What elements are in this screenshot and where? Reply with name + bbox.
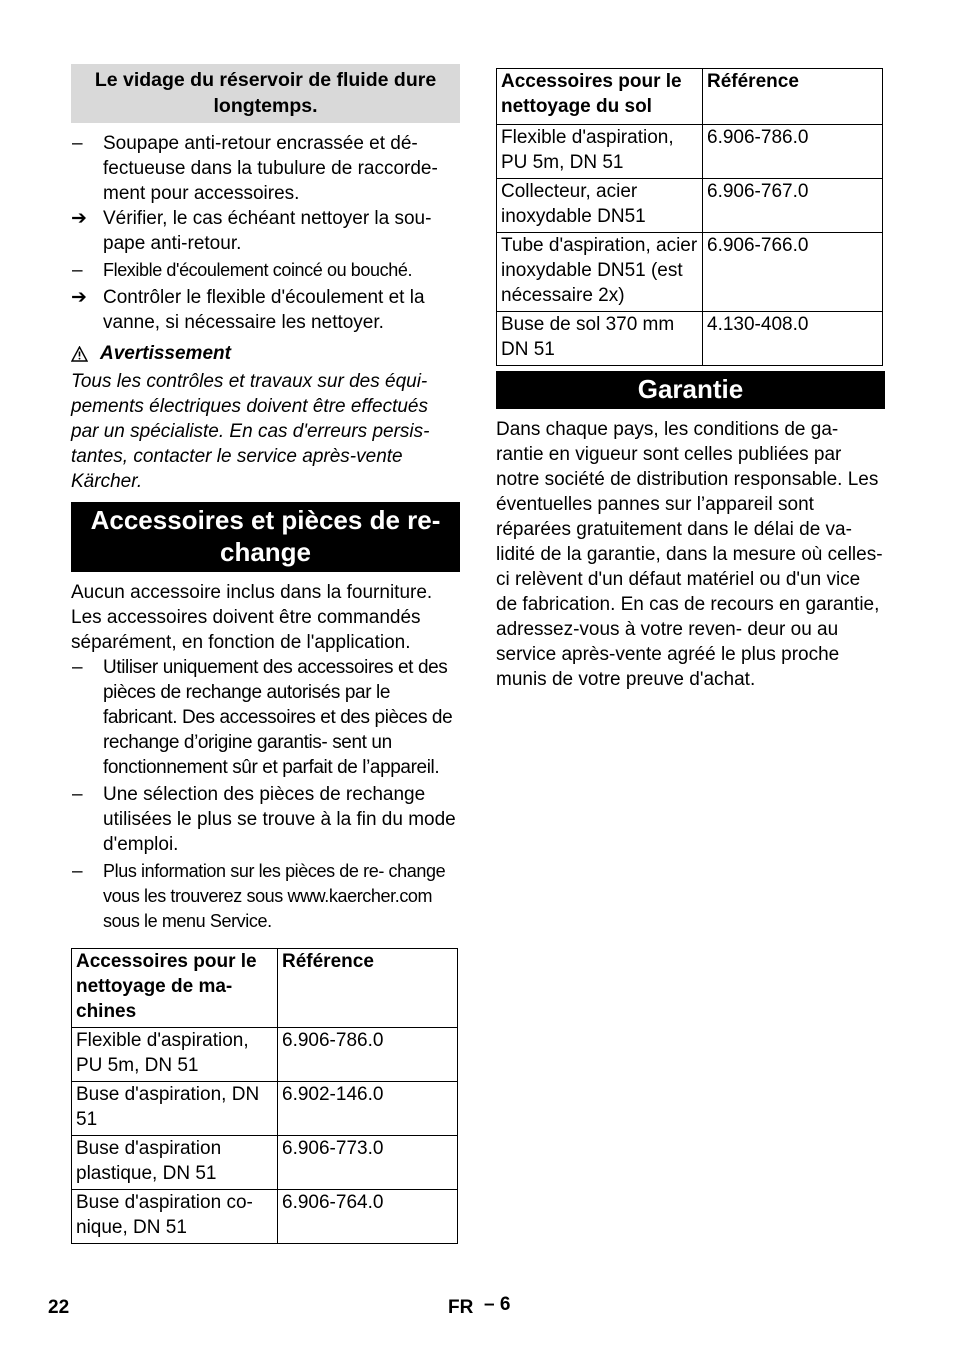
accessories-intro: Aucun accessoire inclus dans la fourniture. Les accessoires doivent être commandés séparément, en fonction de l'application. (71, 582, 433, 653)
warning-icon (71, 346, 88, 362)
table-row (497, 233, 883, 312)
table-cell: Flexible d'aspiration, PU 5m, DN 51 (72, 1028, 278, 1082)
table-cell: 6.906-786.0 (703, 125, 883, 179)
table-header-row (497, 69, 883, 125)
table-cell: Buse d'aspiration co- nique, DN 51 (72, 1190, 278, 1244)
table-cell: 4.130-408.0 (703, 312, 883, 366)
warning-text: Tous les contrôles et travaux sur des équi- pements électriques doivent être effectués par un spécialiste. En cas d'erreurs persis- tantes, contacter le service après-vente Kärcher. (71, 371, 430, 492)
list-item-text: Une sélection des pièces de rechange utilisées le plus se trouve à la fin du mode d'emploi. (103, 784, 456, 855)
table-cell: 6.906-766.0 (703, 233, 883, 312)
table-row (72, 1136, 458, 1190)
list-item-text: Utiliser uniquement des accessoires et des pièces de rechange autorisés par le fabricant. Des accessoires et des pièces de rechange d’origine garantis- sent un fonctionnement sûr et parfait de l’appareil. (103, 657, 453, 778)
table-cell: 6.906-773.0 (278, 1136, 458, 1190)
section-page-number: – 6 (484, 1294, 511, 1315)
list-item (71, 206, 460, 256)
table-cell: Tube d'aspiration, acier inoxydable DN51 (est nécessaire 2x) (497, 233, 703, 312)
table-cell: Buse de sol 370 mm DN 51 (497, 312, 703, 366)
list-item-text: Plus information sur les pièces de re- change vous les trouverez sous www.kaercher.com sous le menu Service. (103, 861, 446, 931)
guarantee-section-title: Garantie (496, 371, 885, 409)
page-number: 22 (48, 1297, 70, 1318)
table-cell: Buse d'aspiration, DN 51 (72, 1082, 278, 1136)
right-column (496, 68, 885, 692)
arrow-icon: ➔ (71, 208, 87, 229)
dash-marker: – (72, 784, 83, 805)
table-header-cell: Accessoires pour le nettoyage du sol (497, 69, 703, 125)
language-code: FR (448, 1297, 474, 1318)
dash-marker: – (72, 133, 83, 154)
list-item (71, 258, 460, 283)
table-header-cell: Accessoires pour le nettoyage de ma- chines (72, 949, 278, 1028)
table-cell: Collecteur, acier inoxydable DN51 (497, 179, 703, 233)
table-row (72, 1082, 458, 1136)
guarantee-text: Dans chaque pays, les conditions de ga- rantie en vigueur sont celles publiées par notre société de distribution responsable. Les éventuelles pannes sur l’appareil sont réparées gratuitement dans le délai de va- lidité de la garantie, dans la mesure où celles-ci relèvent d'un défaut matériel ou d'un vice de fabrication. En cas de recours en garantie, adressez-vous à votre reven- deur ou au service après-vente agréé le plus proche munis de votre preuve d'achat. (496, 419, 883, 690)
warning-heading (71, 341, 460, 366)
table-row (72, 1190, 458, 1244)
table-cell: 6.906-786.0 (278, 1028, 458, 1082)
table-header-row (72, 949, 458, 1028)
table-cell: 6.906-764.0 (278, 1190, 458, 1244)
dash-marker: – (72, 861, 83, 882)
table-cell: 6.906-767.0 (703, 179, 883, 233)
table-header-cell: Référence (278, 949, 458, 1028)
dash-marker: – (72, 657, 83, 678)
table-row (497, 179, 883, 233)
table-cell: 6.902-146.0 (278, 1082, 458, 1136)
list-item (71, 859, 460, 934)
troubleshooting-list (71, 131, 460, 335)
table-cell: Flexible d'aspiration, PU 5m, DN 51 (497, 125, 703, 179)
list-item-text: Vérifier, le cas échéant nettoyer la sou- pape anti-retour. (103, 208, 432, 254)
list-item (71, 655, 460, 780)
list-item-text: Soupape anti-retour encrassée et dé- fectueuse dans la tubulure de raccorde- ment pour accessoires. (103, 133, 438, 204)
table-cell: Buse d'aspiration plastique, DN 51 (72, 1136, 278, 1190)
accessories-section-title: Accessoires et pièces de re- change (71, 502, 460, 572)
list-item-text: Contrôler le flexible d'écoulement et la vanne, si nécessaire les nettoyer. (103, 287, 425, 333)
dash-marker: – (72, 260, 83, 281)
list-item (71, 782, 460, 857)
list-item (71, 131, 460, 206)
warning-title: Avertissement (100, 343, 231, 364)
machine-accessories-table (71, 948, 458, 1244)
table-row (497, 125, 883, 179)
list-item (71, 285, 460, 335)
list-item-text: Flexible d'écoulement coincé ou bouché. (103, 260, 413, 280)
arrow-icon: ➔ (71, 287, 87, 308)
left-column (71, 64, 460, 1244)
troubleshooting-heading: Le vidage du réservoir de fluide dure longtemps. (71, 64, 460, 123)
floor-accessories-table (496, 68, 883, 366)
table-header-cell: Référence (703, 69, 883, 125)
table-row (72, 1028, 458, 1082)
table-row (497, 312, 883, 366)
